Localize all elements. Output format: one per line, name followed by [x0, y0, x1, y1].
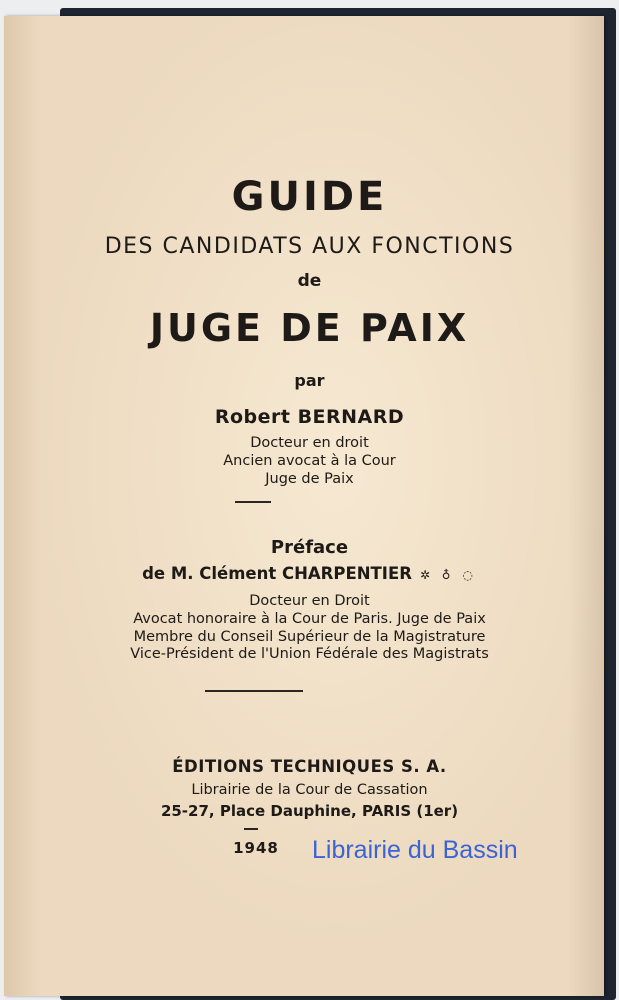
- preface-credential: Vice-Président de l'Union Fédérale des Magistrats: [130, 646, 489, 662]
- preface-credential: Docteur en Droit: [249, 593, 370, 609]
- author-credential: Ancien avocat à la Cour: [223, 453, 396, 469]
- preface-person: [0, 564, 619, 583]
- title-subtitle: DES CANDIDATS AUX FONCTIONS: [104, 234, 515, 259]
- author-credential: Juge de Paix: [265, 471, 354, 487]
- divider: [235, 501, 271, 503]
- preface-person-name: de M. Clément CHARPENTIER: [142, 564, 412, 583]
- title-guide: GUIDE: [231, 174, 388, 220]
- publisher-line: Librairie de la Cour de Cassation: [191, 782, 428, 798]
- medals-icon: ✲ ♁ ◌: [419, 568, 477, 582]
- publisher-name: ÉDITIONS TECHNIQUES S. A.: [172, 757, 447, 776]
- preface-credential: Membre du Conseil Supérieur de la Magistrature: [133, 629, 486, 645]
- author-credential: Docteur en droit: [250, 435, 369, 451]
- preface-credential: Avocat honoraire à la Cour de Paris. Juge de Paix: [133, 611, 486, 627]
- publication-year: 1948: [233, 839, 279, 857]
- title-connector: de: [297, 271, 322, 291]
- preface-label: Préface: [270, 537, 349, 558]
- publisher-address: 25-27, Place Dauphine, PARIS (1er): [160, 802, 459, 820]
- title-main: JUGE DE PAIX: [149, 306, 470, 350]
- watermark-text: Librairie du Bassin: [312, 836, 518, 864]
- divider: [205, 690, 303, 692]
- author-by: par: [294, 371, 325, 390]
- divider: [244, 828, 258, 830]
- author-name: Robert BERNARD: [214, 406, 405, 428]
